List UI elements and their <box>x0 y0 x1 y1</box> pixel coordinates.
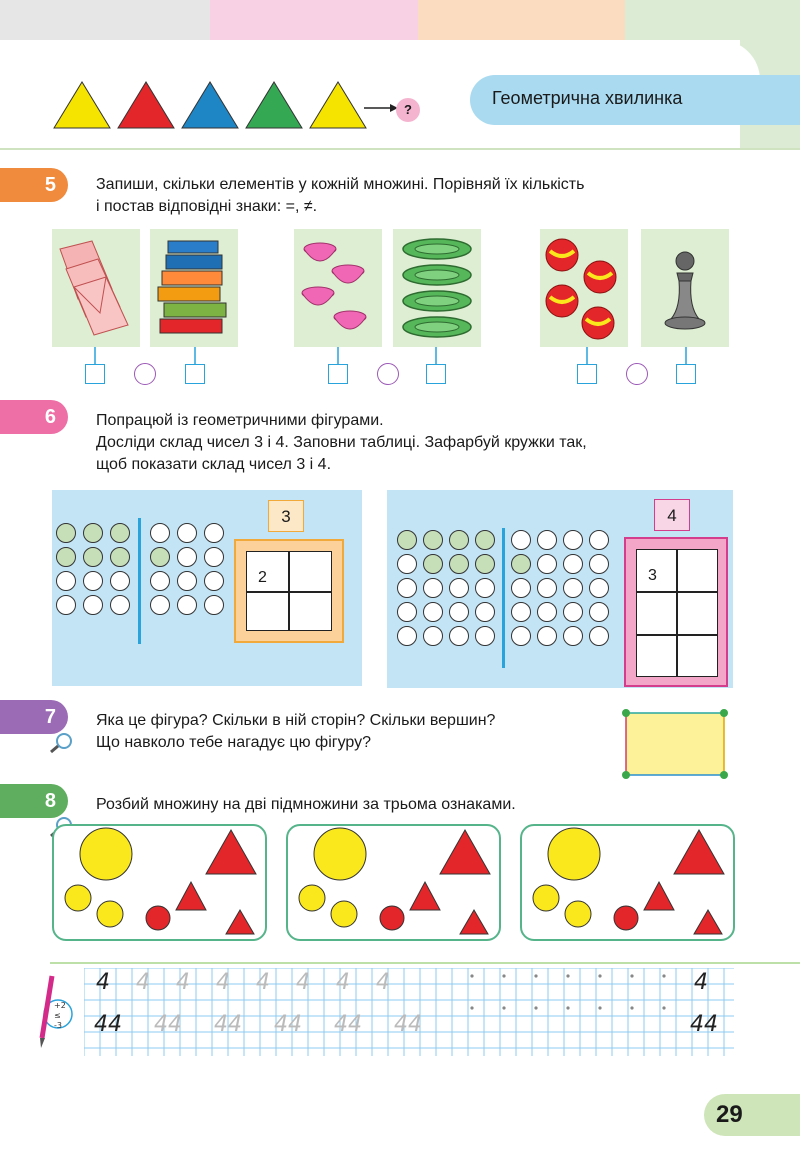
counting-circle[interactable] <box>511 626 531 646</box>
counting-circle[interactable] <box>537 626 557 646</box>
top-bar-gray <box>0 0 210 40</box>
yellow-rectangle <box>620 707 732 781</box>
counting-circle[interactable] <box>204 595 224 615</box>
envelopes-picture <box>52 229 140 347</box>
handwriting-divider <box>50 962 800 964</box>
chess-pawn-picture <box>641 229 729 347</box>
counting-circle[interactable] <box>423 554 443 574</box>
counting-circle[interactable] <box>475 554 495 574</box>
triangle-blue <box>182 82 238 128</box>
counting-circle[interactable] <box>589 578 609 598</box>
header-divider <box>0 148 800 150</box>
counting-circle[interactable] <box>110 595 130 615</box>
handwritten-digit: 44 <box>214 1012 242 1037</box>
counting-circle[interactable] <box>563 554 583 574</box>
counting-circle[interactable] <box>537 530 557 550</box>
books-picture <box>150 229 238 347</box>
counting-circle[interactable] <box>83 571 103 591</box>
counting-circle[interactable] <box>56 523 76 543</box>
counting-circle[interactable] <box>397 626 417 646</box>
handwritten-digit: 44 <box>154 1012 182 1037</box>
task-5-line-2: і постав відповідні знаки: =, ≠. <box>96 198 318 215</box>
handwritten-digit: 4 <box>376 970 390 995</box>
counting-circle[interactable] <box>150 595 170 615</box>
plates-picture <box>393 229 481 347</box>
compare-circle-3[interactable] <box>626 363 648 385</box>
number-4-label: 4 <box>654 499 690 531</box>
svg-text:≤: ≤ <box>54 1011 61 1020</box>
counting-circle[interactable] <box>177 595 197 615</box>
handwritten-digit: 4 <box>256 970 270 995</box>
counting-circle[interactable] <box>589 626 609 646</box>
task-7-line-2: Що навколо тебе нагадує цю фігуру? <box>96 734 372 751</box>
counting-circle[interactable] <box>423 602 443 622</box>
geometry-title: Геометрична хвилинка <box>492 88 683 108</box>
handwritten-digit: 4 <box>694 970 708 995</box>
task-7-line-1: Яка це фігура? Скільки в ній сторін? Скільки вершин? <box>96 712 496 729</box>
divider-3 <box>138 518 141 644</box>
counting-circle[interactable] <box>537 578 557 598</box>
svg-text:+2: +2 <box>54 1001 66 1010</box>
handwritten-digit: 4 <box>296 970 310 995</box>
handwritten-digit: 4 <box>336 970 350 995</box>
counting-circle[interactable] <box>423 626 443 646</box>
counting-circle[interactable] <box>150 571 170 591</box>
count-box-pawn[interactable] <box>676 364 696 384</box>
counting-circle[interactable] <box>449 578 469 598</box>
page-number: 29 <box>716 1101 743 1128</box>
counting-circle[interactable] <box>83 547 103 567</box>
counting-circle[interactable] <box>397 554 417 574</box>
task-7-tab: 7 <box>0 700 68 734</box>
triangle-yellow-1 <box>54 82 110 128</box>
cups-picture <box>294 229 382 347</box>
pencil-icon <box>36 972 78 1052</box>
counting-circle[interactable] <box>110 547 130 567</box>
task-8-line-1: Розбий множину на дві підмножини за трьома ознаками. <box>96 796 516 813</box>
table-4 <box>624 537 728 687</box>
counting-circle[interactable] <box>56 595 76 615</box>
counting-circle[interactable] <box>177 523 197 543</box>
counting-circle[interactable] <box>110 523 130 543</box>
counting-circle[interactable] <box>511 530 531 550</box>
table-4-cell[interactable]: 3 <box>648 567 657 584</box>
counting-circle[interactable] <box>537 554 557 574</box>
counting-circle[interactable] <box>449 554 469 574</box>
counting-circle[interactable] <box>56 571 76 591</box>
top-bar-green <box>625 0 800 40</box>
count-box-envelopes[interactable] <box>85 364 105 384</box>
counting-circle[interactable] <box>177 547 197 567</box>
counting-circle[interactable] <box>204 571 224 591</box>
counting-circle[interactable] <box>563 530 583 550</box>
counting-circle[interactable] <box>475 626 495 646</box>
task-5-tab: 5 <box>0 168 68 202</box>
count-box-books[interactable] <box>185 364 205 384</box>
balls-picture <box>540 229 628 347</box>
top-bar-peach <box>418 0 625 40</box>
counting-circle[interactable] <box>204 523 224 543</box>
counting-circle[interactable] <box>423 530 443 550</box>
table-3 <box>234 539 344 643</box>
count-box-balls[interactable] <box>577 364 597 384</box>
top-bar-pink <box>210 0 418 40</box>
counting-circle[interactable] <box>589 602 609 622</box>
counting-circle[interactable] <box>511 602 531 622</box>
counting-circle[interactable] <box>449 530 469 550</box>
counting-circle[interactable] <box>56 547 76 567</box>
counting-circle[interactable] <box>397 530 417 550</box>
task-6-line-3: щоб показати склад чисел 3 і 4. <box>96 456 332 473</box>
triangle-green <box>246 82 302 128</box>
counting-circle[interactable] <box>150 523 170 543</box>
counting-circle[interactable] <box>110 571 130 591</box>
handwritten-digit: 44 <box>334 1012 362 1037</box>
counting-circle[interactable] <box>475 530 495 550</box>
triangle-sequence <box>48 78 408 132</box>
count-box-cups[interactable] <box>328 364 348 384</box>
counting-circle[interactable] <box>449 626 469 646</box>
handwritten-digit: 4 <box>176 970 190 995</box>
counting-circle[interactable] <box>563 626 583 646</box>
counting-circle[interactable] <box>589 530 609 550</box>
counting-circle[interactable] <box>475 602 495 622</box>
handwritten-digit: 4 <box>136 970 150 995</box>
handwritten-digit: 44 <box>690 1012 718 1037</box>
counting-circle[interactable] <box>511 578 531 598</box>
counting-circle[interactable] <box>511 554 531 574</box>
svg-text:-3: -3 <box>54 1021 62 1030</box>
counting-circle[interactable] <box>177 571 197 591</box>
question-bubble: ? <box>396 98 420 122</box>
compare-circle-2[interactable] <box>377 363 399 385</box>
counting-circle[interactable] <box>563 602 583 622</box>
counting-circle[interactable] <box>589 554 609 574</box>
counting-circle[interactable] <box>204 547 224 567</box>
task-6-line-2: Досліди склад чисел 3 і 4. Заповни таблиці. Зафарбуй кружки так, <box>96 434 587 451</box>
magnifier-icon <box>48 732 74 754</box>
set-box-1 <box>52 824 267 941</box>
table-3-cell[interactable]: 2 <box>258 569 267 586</box>
handwritten-digit: 44 <box>394 1012 422 1037</box>
counting-circle[interactable] <box>397 578 417 598</box>
count-box-plates[interactable] <box>426 364 446 384</box>
counting-circle[interactable] <box>449 602 469 622</box>
counting-circle[interactable] <box>537 602 557 622</box>
handwritten-digit: 4 <box>216 970 230 995</box>
number-3-label: 3 <box>268 500 304 532</box>
divider-4 <box>502 528 505 668</box>
triangle-yellow-2 <box>310 82 366 128</box>
compare-circle-1[interactable] <box>134 363 156 385</box>
triangle-red <box>118 82 174 128</box>
counting-circle[interactable] <box>150 547 170 567</box>
counting-circle[interactable] <box>397 602 417 622</box>
set-box-2 <box>286 824 501 941</box>
task-6-line-1: Попрацюй із геометричними фігурами. <box>96 412 384 429</box>
handwritten-digit: 44 <box>94 1012 122 1037</box>
task-8-tab: 8 <box>0 784 68 818</box>
task-6-tab: 6 <box>0 400 68 434</box>
handwritten-digit: 44 <box>274 1012 302 1037</box>
task-5-line-1: Запиши, скільки елементів у кожній множині. Порівняй їх кількість <box>96 176 585 193</box>
counting-circle[interactable] <box>83 595 103 615</box>
set-box-3 <box>520 824 735 941</box>
handwritten-digit: 4 <box>96 970 110 995</box>
counting-circle[interactable] <box>475 578 495 598</box>
counting-circle[interactable] <box>563 578 583 598</box>
counting-circle[interactable] <box>83 523 103 543</box>
counting-circle[interactable] <box>423 578 443 598</box>
